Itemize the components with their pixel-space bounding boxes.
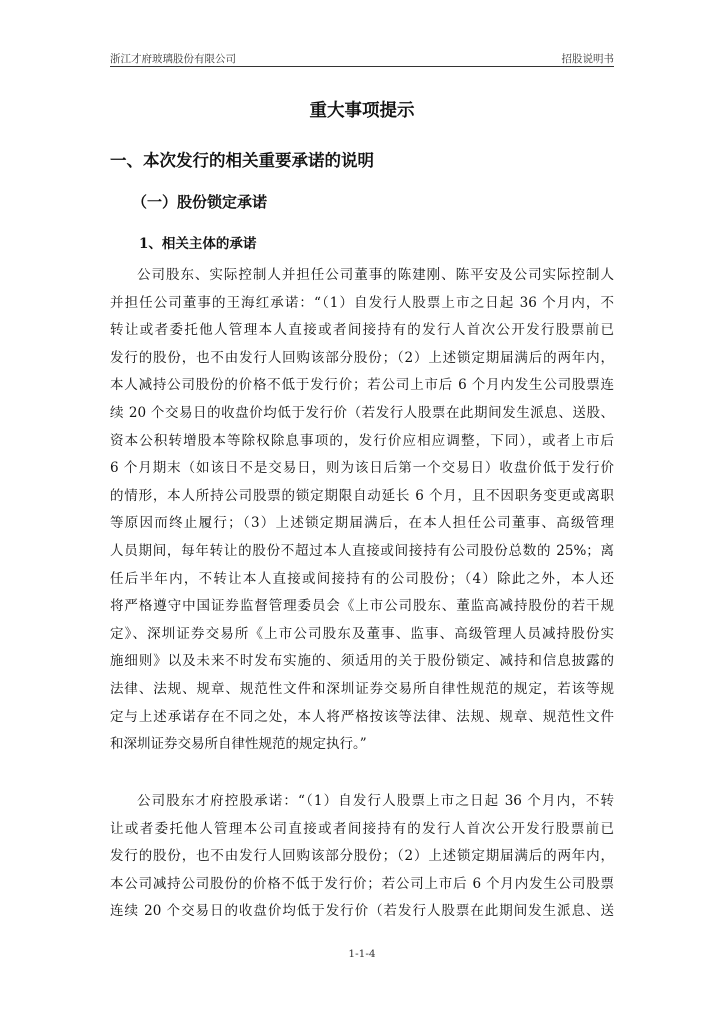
text-line: 让或者委托他人管理本公司直接或者间接持有的发行人首次公开发行股票前已	[110, 820, 614, 837]
subsection-heading: （一）股份锁定承诺	[132, 193, 268, 211]
text-line: 将严格遵守中国证券监督管理委员会《上市公司股东、董监高减持股份的若干规	[110, 598, 614, 615]
text-line: 施细则》以及未来不时发布实施的、须适用的关于股份锁定、减持和信息披露的	[110, 653, 614, 670]
page-title: 重大事项提示	[309, 101, 415, 121]
text-line: 公司股东、实际控制人并担任公司董事的陈建刚、陈平安及公司实际控制人	[137, 267, 614, 283]
text-line: 的情形，本人所持公司股票的锁定期限自动延长 6 个月，且不因职务变更或离职	[110, 487, 614, 504]
company-name: 浙江才府玻璃股份有限公司	[110, 53, 236, 65]
text-line: 发行的股份，也不由发行人回购该部分股份；（2）上述锁定期届满后的两年内，	[110, 848, 614, 865]
text-line: 发行的股份，也不由发行人回购该部分股份；（2）上述锁定期届满后的两年内，	[110, 349, 614, 366]
text-line: 定》、深圳证券交易所《上市公司股东及董事、监事、高级管理人员减持股份实	[110, 625, 614, 642]
document-type: 招股说明书	[561, 53, 614, 65]
text-line: 定与上述承诺存在不同之处，本人将严格按该等法律、法规、规章、规范性文件	[110, 708, 614, 725]
text-line: 人员期间，每年转让的股份不超过本人直接或间接持有公司股份总数的 25%；离	[110, 542, 614, 559]
page-number: 1-1-4	[348, 948, 376, 960]
text-line: 连续 20 个交易日的收盘价均低于发行价（若发行人股票在此期间发生派息、送	[110, 903, 614, 920]
commitment-paragraph-holding	[110, 788, 614, 926]
page-header	[110, 48, 614, 67]
text-line: 法律、法规、规章、规范性文件和深圳证券交易所自律性规范的规定，若该等规	[110, 680, 614, 697]
text-line: 转让或者委托他人管理本人直接或者间接持有的发行人首次公开发行股票前已	[110, 322, 614, 339]
text-line: 公司股东才府控股承诺：“（1）自发行人股票上市之日起 36 个月内，不转	[137, 793, 614, 809]
text-line: 等原因而终止履行；（3）上述锁定期届满后，在本人担任公司董事、高级管理	[110, 515, 614, 532]
text-line: 本人减持公司股份的价格不低于发行价；若公司上市后 6 个月内发生公司股票连	[110, 377, 614, 394]
text-line: 并担任公司董事的王海红承诺：“（1）自发行人股票上市之日起 36 个月内，不	[110, 294, 614, 311]
item-heading: 1、相关主体的承诺	[139, 236, 257, 252]
text-line: 本公司减持公司股份的价格不低于发行价；若公司上市后 6 个月内发生公司股票	[110, 875, 614, 892]
text-line: 任后半年内，不转让本人直接或间接持有的公司股份；（4）除此之外，本人还	[110, 570, 614, 587]
text-line: 6 个月期末（如该日不是交易日，则为该日后第一个交易日）收盘价低于发行价	[110, 460, 614, 477]
text-line: 资本公积转增股本等除权除息事项的，发行价应相应调整，下同），或者上市后	[110, 432, 614, 449]
text-line: 续 20 个交易日的收盘价均低于发行价（若发行人股票在此期间发生派息、送股、	[110, 404, 614, 421]
commitment-paragraph-founders	[110, 262, 614, 759]
text-line: 和深圳证券交易所自律性规范的规定执行。”	[110, 736, 367, 753]
section-heading: 一、本次发行的相关重要承诺的说明	[110, 151, 374, 170]
